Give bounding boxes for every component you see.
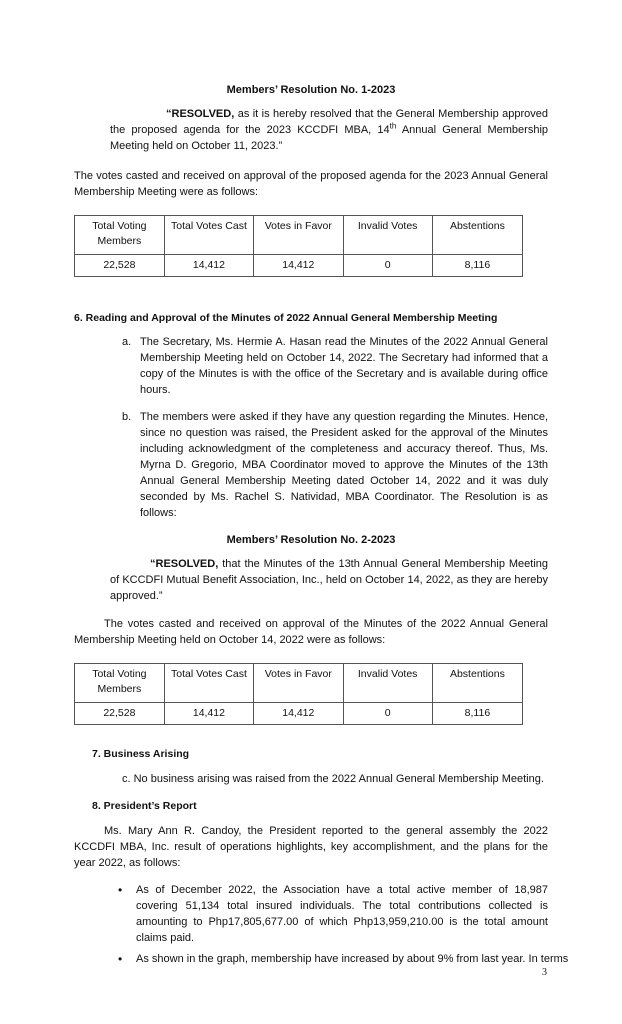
resolution-1-text: “RESOLVED, as it is hereby resolved that the General Membership approved the proposed agenda for the 2023 KCCDFI MBA, 14th Annual General Membership Meeting held on October 11, 2023.” [110, 108, 548, 152]
table-header: Abstentions [432, 664, 522, 703]
table-header: Total Voting Members [75, 664, 165, 703]
votes-1-intro: The votes casted and received on approval of the proposed agenda for the 2023 Annual General Membership Meeting were as follows: [74, 170, 548, 198]
table-header: Total Votes Cast [164, 216, 253, 255]
votes-table-2 [74, 663, 523, 725]
table-cell: 0 [343, 255, 432, 277]
table-header: Invalid Votes [343, 216, 432, 255]
table-cell: 8,116 [432, 703, 522, 725]
table-header: Total Voting Members [75, 216, 165, 255]
page-number: 3 [542, 967, 547, 978]
section-6-item-b: b. The members were asked if they have any question regarding the Minutes. Hence, since no question was raised, the President asked for the approval of the Minutes including acknowledgment of the completeness and accuracy thereof. Thus, Ms. Myrna D. Gregorio, MBA Coordinator moved to approve the Minutes of the 13th Annual General Membership Meeting dated October 14, 2022 and it was duly seconded by Ms. Rachel S. Natividad, MBA Coordinator. The Resolution is as follows: [122, 411, 548, 519]
resolution-2-lead: “RESOLVED, [150, 558, 219, 570]
table-header-row [75, 664, 523, 703]
resolution-1-lead: “RESOLVED, [166, 108, 235, 120]
section-6-item-a: a. The Secretary, Ms. Hermie A. Hasan read the Minutes of the 2022 Annual General Membership Meeting held on October 14, 2022. The Secretary had informed that a copy of the Minutes is with the office of the Secretary and is available during office hours. [122, 336, 548, 396]
table-header: Votes in Favor [254, 664, 343, 703]
table-cell: 14,412 [164, 255, 253, 277]
section-7-item-c: c. No business arising was raised from the 2022 Annual General Membership Meeting. [122, 773, 544, 785]
table-header: Votes in Favor [254, 216, 343, 255]
resolution-2-text: “RESOLVED, that the Minutes of the 13th Annual General Membership Meeting of KCCDFI Mutual Benefit Association, Inc., held on October 14, 2022, as they are hereby approved.” [110, 558, 548, 602]
table-cell: 14,412 [164, 703, 253, 725]
table-row [75, 703, 523, 725]
table-header-row [75, 216, 523, 255]
bullet-icon: • [118, 883, 123, 897]
votes-table-1 [74, 215, 523, 277]
section-7-title: 7. Business Arising [92, 748, 190, 760]
table-cell: 14,412 [254, 703, 343, 725]
table-cell: 0 [343, 703, 432, 725]
table-row [75, 255, 523, 277]
table-cell: 14,412 [254, 255, 343, 277]
section-8-bullet-2: • As shown in the graph, membership have increased by about 9% from last year. In terms [118, 952, 569, 966]
section-8-title: 8. President’s Report [92, 800, 197, 812]
votes-2-intro: The votes casted and received on approval of the Minutes of the 2022 Annual General Membership Meeting held on October 14, 2022 were as follows: [74, 618, 548, 646]
section-8-intro: Ms. Mary Ann R. Candoy, the President reported to the general assembly the 2022 KCCDFI MBA, Inc. result of operations highlights, key accomplishment, and the plans for the year 2022, as follows: [74, 825, 548, 869]
resolution-1-title: Members’ Resolution No. 1-2023 [226, 84, 396, 96]
section-8-bullet-1: • As of December 2022, the Association have a total active member of 18,987 covering 51,134 total insured individuals. The total contributions collected is amounting to Php17,805,677.00 of which Php13,959,210.00 is the total amount claims paid. [118, 883, 548, 944]
resolution-2-title: Members’ Resolution No. 2-2023 [226, 534, 396, 546]
list-marker: b. [122, 411, 132, 423]
table-cell: 22,528 [75, 255, 165, 277]
section-6-title: 6. Reading and Approval of the Minutes of 2022 Annual General Membership Meeting [74, 312, 498, 324]
table-cell: 8,116 [432, 255, 522, 277]
table-cell: 22,528 [75, 703, 165, 725]
table-header: Abstentions [432, 216, 522, 255]
table-header: Invalid Votes [343, 664, 432, 703]
list-marker: a. [122, 336, 132, 348]
bullet-icon: • [118, 952, 123, 966]
table-header: Total Votes Cast [164, 664, 253, 703]
